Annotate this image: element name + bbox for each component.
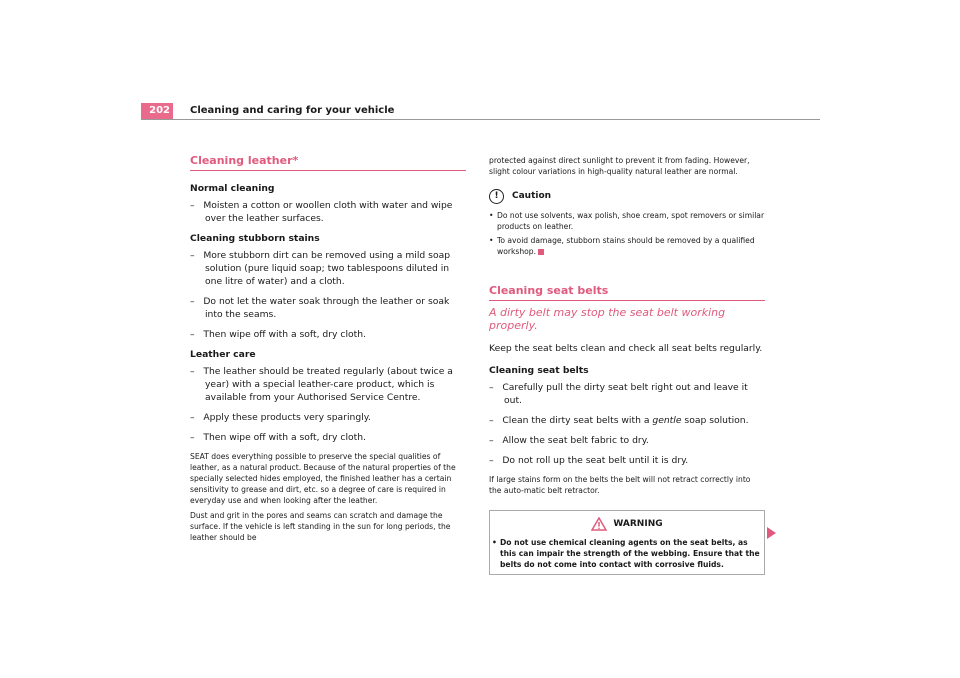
exclamation-circle-icon: ! [489,189,504,204]
page-header-title: Cleaning and caring for your vehicle [190,105,395,116]
left-column [190,154,466,543]
step-item: – Then wipe off with a soft, dry cloth. [190,329,366,340]
caution-item: • Do not use solvents, wax polish, shoe cream, spot removers or similar products on leather. [489,211,765,231]
warning-triangle-icon [591,517,607,531]
page-number: 202 [141,103,173,119]
note-paragraph: Dust and grit in the pores and seams can scratch and damage the surface. If the vehicle is left standing in the sun for long periods, the leather should be [190,511,451,542]
step-item: – Do not roll up the seat belt until it is dry. [489,455,689,466]
subheading-leather-care: Leather care [190,349,256,360]
intro-paragraph: Keep the seat belts clean and check all seat belts regularly. [489,343,763,354]
section-title-seat-belts: Cleaning seat belts [489,284,765,301]
step-item: – More stubborn dirt can be removed using a mild soap solution (pure liquid soap; two tablespoons diluted in one litre of water) and a cloth. [190,250,451,287]
note-paragraph: SEAT does everything possible to preserve the special qualities of leather, as a natural product. Because of the natural properties of the specially selected hides employed, the finished leather has a certain sensitivity to grease and dirt, etc. so a degree of care is required in everyday use and when looking after the leather. [190,452,456,505]
section-subtitle: A dirty belt may stop the seat belt working properly. [489,306,726,332]
step-item: – Then wipe off with a soft, dry cloth. [190,432,366,443]
header-rule [141,119,820,120]
caution-header [489,189,765,204]
note-paragraph: If large stains form on the belts the belt will not retract correctly into the auto-matic belt retractor. [489,475,751,495]
subheading-cleaning-seat-belts: Cleaning seat belts [489,365,589,376]
step-item: – Apply these products very sparingly. [190,412,371,423]
warning-label: WARNING [613,518,663,529]
warning-item: • Do not use chemical cleaning agents on the seat belts, as this can impair the strength of the webbing. Ensure that the belts do not come into contact with corrosive fluids. [492,538,760,569]
step-item: – Do not let the water soak through the leather or soak into the seams. [190,296,450,320]
step-item: – Clean the dirty seat belts with a gentle soap solution. [489,415,749,426]
right-column [489,155,765,575]
subheading-normal-cleaning: Normal cleaning [190,183,275,194]
step-item: – The leather should be treated regularly (about twice a year) with a special leather-care product, which is available from your Authorised Service Centre. [190,366,453,403]
step-item: – Allow the seat belt fabric to dry. [489,435,649,446]
caution-item: • To avoid damage, stubborn stains should be removed by a qualified workshop. [489,236,755,256]
warning-box [489,510,765,575]
step-item: – Carefully pull the dirty seat belt right out and leave it out. [489,382,748,406]
subheading-stubborn-stains: Cleaning stubborn stains [190,233,320,244]
step-item: – Moisten a cotton or woollen cloth with water and wipe over the leather surfaces. [190,200,453,224]
caution-label: Caution [512,191,552,201]
continued-paragraph: protected against direct sunlight to prevent it from fading. However, slight colour variations in high-quality natural leather are normal. [489,156,750,176]
next-page-arrow-icon[interactable] [767,527,776,539]
section-title-leather: Cleaning leather* [190,154,466,171]
end-of-section-icon [538,249,544,255]
warning-header [492,517,762,531]
